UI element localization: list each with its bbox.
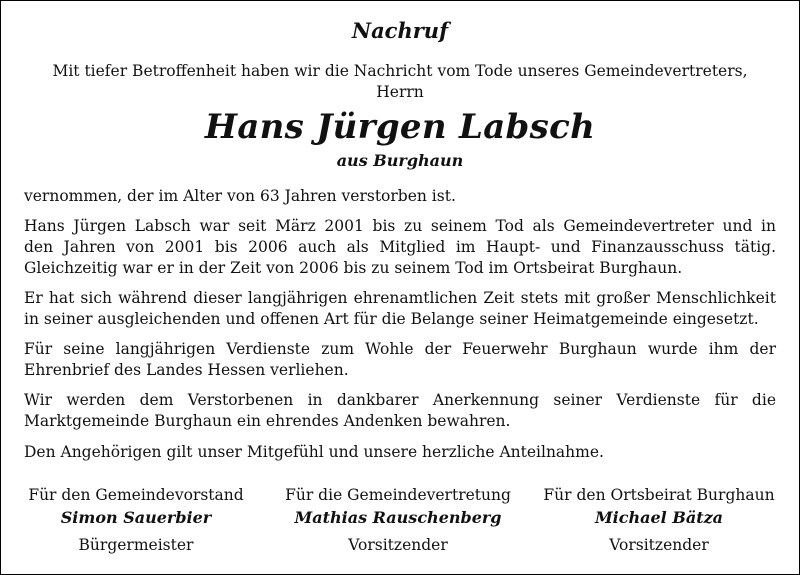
signature-organization: Für die Gemeindevertretung [285,486,511,504]
paragraph-line: den Jahren von 2001 bis 2006 auch als Mitglied im Haupt- und Finanzausschuss tätig. [24,238,776,256]
paragraph-remembrance [24,390,776,432]
signature-role: Vorsitzender [348,536,448,554]
signature-name: Mathias Rauschenberg [294,508,502,527]
signature-role: Bürgermeister [78,536,194,554]
paragraph-condolence [24,442,776,463]
signature-name: Michael Bätza [594,508,724,527]
paragraph-line: Gleichzeitig war er in der Zeit von 2006 bis zu seinem Tod im Ortsbeirat Burghaun. [24,259,683,277]
paragraph-age [24,186,776,207]
paragraph-line: vernommen, der im Alter von 63 Jahren verstorben ist. [24,187,456,205]
paragraph-line: in seiner ausgleichenden und offenen Art für die Belange seiner Heimatgemeinde eingesetzt. [24,310,759,328]
signature-block-gemeindevorstand [6,484,266,555]
intro-line-1: Mit tiefer Betroffenheit haben wir die Nachricht vom Tode unseres Gemeindevertreters, [52,62,748,80]
paragraph-commitment [24,288,776,330]
notice-heading: Nachruf [351,18,449,43]
intro-line-2: Herrn [376,83,424,101]
signature-name: Simon Sauerbier [60,508,212,527]
paragraph-line: Hans Jürgen Labsch war seit März 2001 bis zu seinem Tod als Gemeindevertreter und in [24,217,776,235]
signature-block-ortsbeirat [529,484,789,555]
paragraph-line: Er hat sich während dieser langjährigen ehrenamtlichen Zeit stets mit großer Menschlichkeit [24,289,776,307]
paragraph-line: Den Angehörigen gilt unser Mitgefühl und unsere herzliche Anteilnahme. [24,443,604,461]
deceased-origin: aus Burghaun [336,151,464,170]
paragraph-honor [24,339,776,381]
paragraph-line: Für seine langjährigen Verdienste zum Wohle der Feuerwehr Burghaun wurde ihm der [24,340,776,358]
deceased-name: Hans Jürgen Labsch [204,107,596,147]
paragraph-service [24,216,776,279]
paragraph-line: Ehrenbrief des Landes Hessen verliehen. [24,361,349,379]
signature-block-gemeindevertretung [268,484,528,555]
signature-organization: Für den Gemeindevorstand [28,486,244,504]
paragraph-line: Marktgemeinde Burghaun ein ehrendes Andenken bewahren. [24,412,511,430]
signature-role: Vorsitzender [609,536,709,554]
signature-organization: Für den Ortsbeirat Burghaun [543,486,775,504]
paragraph-line: Wir werden dem Verstorbenen in dankbarer Anerkennung seiner Verdienste für die [24,391,776,409]
